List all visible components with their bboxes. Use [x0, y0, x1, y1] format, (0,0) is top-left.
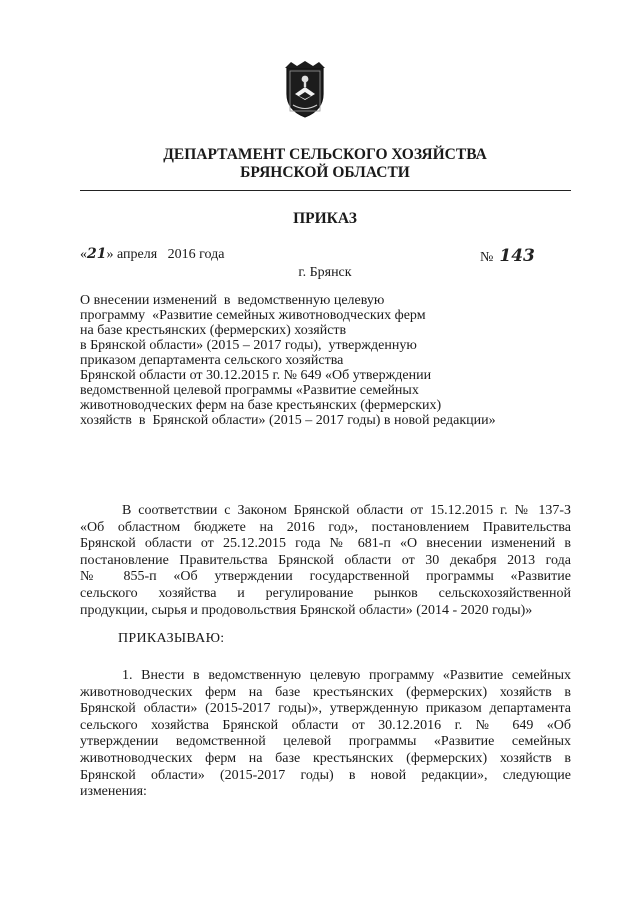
subject-line: программу «Развитие семейных животноводческих ферм [80, 308, 426, 323]
subject-line: животноводческих ферм на базе крестьянских (фермерских) [80, 398, 442, 413]
paragraph-line: Брянской области от 25.12.2015 года № 681-п «О внесении изменений в [80, 536, 571, 552]
subject-line: ведомственной целевой программы «Развитие семейных [80, 383, 419, 398]
coat-of-arms-icon [281, 60, 329, 120]
preamble-paragraph [80, 503, 571, 619]
date-day-handwritten: 21 [87, 246, 107, 262]
department-name-line1: ДЕПАРТАМЕНТ СЕЛЬСКОГО ХОЗЯЙСТВА [163, 146, 487, 163]
paragraph-line: изменения: [80, 784, 147, 800]
subject-line: О внесении изменений в ведомственную целевую [80, 293, 385, 308]
paragraph-line: «Об областном бюджете на 2016 год», постановлением Правительства [80, 519, 571, 535]
subject-line: на базе крестьянских (фермерских) хозяйств [80, 323, 347, 338]
date-close-quote: » [106, 247, 114, 262]
subject-line: приказом департамента сельского хозяйства [80, 353, 344, 368]
paragraph-line: животноводческих ферм на базе крестьянских (фермерских) хозяйств в [80, 750, 571, 766]
item-1-paragraph [80, 668, 571, 801]
order-number [480, 246, 535, 266]
paragraph-line: 1. Внести в ведомственную целевую программу «Развитие семейных [122, 668, 571, 683]
paragraph-line: № 855-п «Об утверждении государственной программы «Развитие [80, 569, 571, 585]
paragraph-line: постановление Правительства Брянской области от 30 декабря 2013 года [80, 552, 571, 568]
subject-line: хозяйств в Брянской области» (2015 – 2017 годы) в новой редакции» [80, 413, 496, 428]
paragraph-line: сельского хозяйства и регулирование рынков сельскохозяйственной [80, 585, 571, 601]
subject-line: Брянской области от 30.12.2015 г. № 649 «Об утверждении [80, 368, 432, 383]
paragraph-line: В соответствии с Законом Брянской области от 15.12.2015 г. № 137-З [122, 503, 571, 518]
paragraph-line: продукции, сырья и продовольствия Брянской области» (2014 - 2020 годы)» [80, 602, 533, 618]
order-word: ПРИКАЗЫВАЮ: [118, 631, 225, 646]
paragraph-line: Брянской области» (2015-2017 годы) в новой редакции», следующие [80, 767, 571, 783]
order-subject [80, 293, 550, 428]
paragraph-line: Брянской области» (2015-2017 годы)», утвержденную приказом департамента [80, 701, 571, 717]
department-name-line2: БРЯНСКОЙ ОБЛАСТИ [240, 164, 410, 181]
city: г. Брянск [298, 265, 352, 280]
date-month-year: апреля 2016 года [116, 247, 225, 262]
order-date [80, 246, 224, 263]
document-title: ПРИКАЗ [293, 210, 357, 227]
date-open-quote: « [80, 247, 87, 262]
paragraph-line: животноводческих ферм на базе крестьянских (фермерских) хозяйств в [80, 684, 571, 700]
header-divider [80, 190, 571, 191]
paragraph-line: утверждении ведомственной целевой программы «Развитие семейных [80, 734, 571, 750]
subject-line: в Брянской области» (2015 – 2017 годы), утвержденную [80, 338, 417, 353]
number-handwritten: 143 [499, 246, 535, 266]
number-label: № [480, 250, 494, 265]
paragraph-line: сельского хозяйства Брянской области от 30.12.2016 г. № 649 «Об [80, 717, 571, 733]
